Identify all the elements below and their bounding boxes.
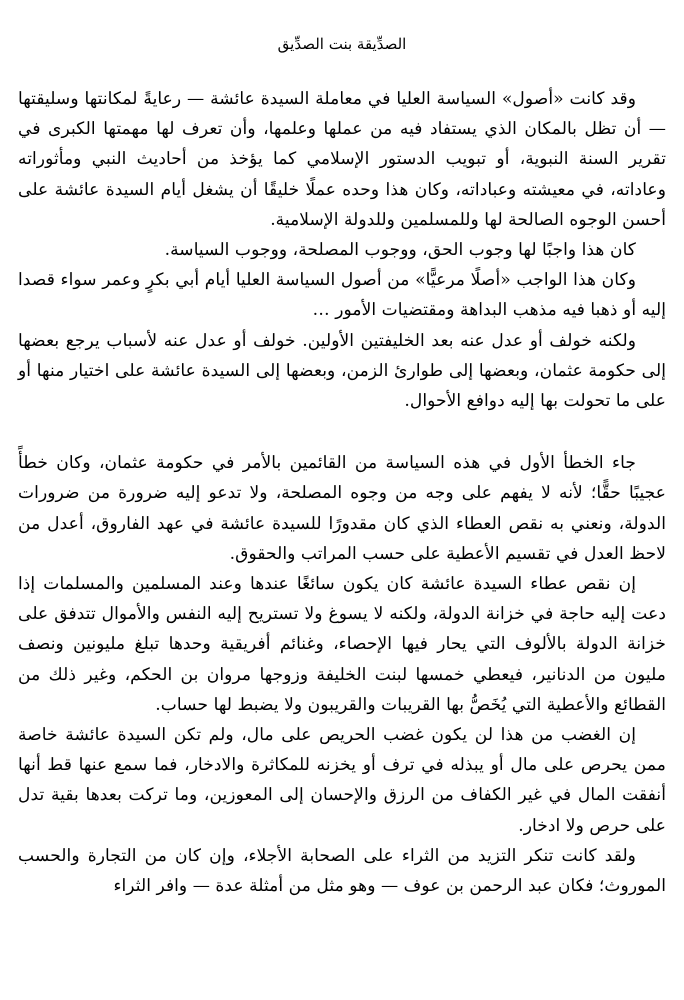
running-header-title: الصدِّيقة بنت الصدِّيق (277, 35, 407, 53)
paragraph: جاء الخطأ الأول في هذه السياسة من القائمين بالأمر في حكومة عثمان، وكان خطأً عجيبًا حقًّا؛ لأنه لا يفهم على وجه من وجوه المصلحة، ولا تدعو إليه ضرورة من ضرورات الدولة، ونعني به نقص العطاء الذي كان مقدورًا للسيدة عائشة في عهد الفاروق، أعدل من لاحظ العدل في تقسيم الأعطية على حسب المراتب والحقوق. (18, 453, 666, 564)
paragraph: إن نقص عطاء السيدة عائشة كان يكون سائغًا عندها وعند المسلمين والمسلمات إذا دعت إليه حاجة في خزانة الدولة، ولكنه لا يسوغ ولا تستريح إليه النفس والأموال تتدفق على خزانة الدولة بالألوف التي يحار فيها الإحصاء، وغنائم أفريقية وحدها تبلغ مليونين ونصف مليون من الدنانير، فيعطي خمسها لبنت الخليفة وزوجها مروان بن الحكم، وغير ذلك من القطائع والأعطية التي يُخَصُّ بها القريبات والقريبون ولا يضبط لها حساب. (18, 574, 666, 715)
paragraph: وقد كانت «أصول» السياسة العليا في معاملة السيدة عائشة — رعايةً لمكانتها وسليقتها — أن تظل بالمكان الذي يستفاد فيه من عملها وعلمها، وأن تعرف لها مهمتها الكبرى في تقرير السنة النبوية، أو تبويب الدستور الإسلامي كما يؤخذ من أحاديث النبي ومأثوراته وعاداته، في معيشته وعباداته، وكان هذا وحده عملًا خليقًا أن يشغل أيام السيدة عائشة على أحسن الوجوه الصالحة لها وللمسلمين وللدولة الإسلامية. (18, 89, 666, 230)
paragraph: كان هذا واجبًا لها وجوب الحق، ووجوب المصلحة، ووجوب السياسة. (164, 240, 636, 261)
paragraph: ولقد كانت تنكر التزيد من الثراء على الصحابة الأجلاء، وإن كان من التجارة والحسب الموروث؛ فكان عبد الرحمن بن عوف — وهو مثل من أمثلة عدة — وافر الثراء (18, 845, 666, 897)
body-text (18, 84, 666, 901)
paragraph: ولكنه خولف أو عدل عنه بعد الخليفتين الأولين. خولف أو عدل عنه لأسباب يرجع بعضها إلى حكومة عثمان، وبعضها إلى طوارئ الزمن، وبعضها إلى السيدة عائشة على اختيار منها أو على ما تحولت بها إليه دوافع الأحوال. (18, 330, 666, 412)
paragraph: وكان هذا الواجب «أصلًا مرعيًّا» من أصول السياسة العليا أيام أبي بكرٍ وعمر سواء قصدا إليه أو ذهبا فيه مذهب البداهة ومقتضيات الأمور … (18, 270, 666, 321)
paragraph: إن الغضب من هذا لن يكون غضب الحريص على مال، ولم تكن السيدة عائشة خاصة ممن يحرص على مال أو يبذله في ترف أو يخزنه للمكاثرة والادخار، فما سمع عنها قط أنها أنفقت المال في غير الكفاف من الرزق والإحسان إلى المعوزين، وما تركت بعدها بقية تدل على حرص ولا ادخار. (18, 725, 666, 836)
